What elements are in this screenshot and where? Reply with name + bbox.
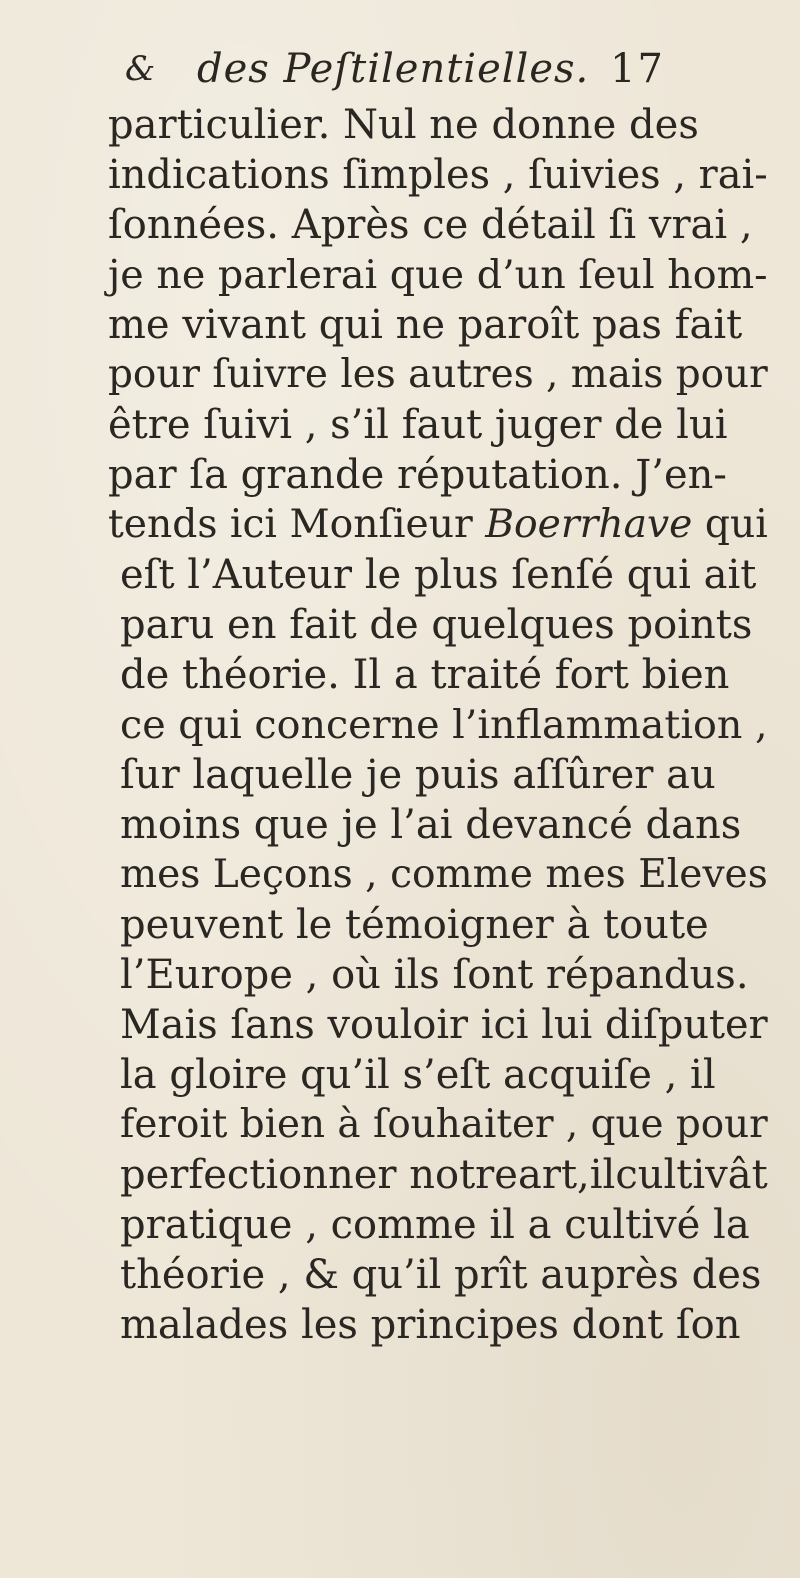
text-line: paru en fait de quelques points <box>120 602 753 648</box>
text-line: indications ſimples , ſuivies , rai- <box>108 152 768 198</box>
text-segment: qui <box>692 502 768 547</box>
text-line: ce qui concerne l’inflammation , <box>120 702 768 748</box>
running-head <box>125 44 665 94</box>
running-head-title: des Peſtilentielles. <box>197 46 590 92</box>
text-line: je ne parlerai que d’un ſeul hom- <box>108 252 768 298</box>
text-line: l’Europe , où ils ſont répandus. <box>120 952 749 998</box>
text-line: peuvent le témoigner à toute <box>120 902 709 948</box>
text-line: me vivant qui ne paroît pas fait <box>108 302 743 348</box>
text-line: particulier. Nul ne donne des <box>108 102 699 148</box>
text-line-with-name <box>108 500 768 550</box>
text-line: mes Leçons , comme mes Eleves <box>120 852 768 897</box>
text-line: Mais ſans vouloir ici lui diſputer <box>120 1002 768 1048</box>
text-line: pour ſuivre les autres , mais pour <box>108 352 768 397</box>
text-line: perfectionner notreart,ilcultivât <box>120 1152 768 1198</box>
text-line: théorie , & qu’il prît auprès des <box>120 1252 762 1298</box>
text-line: par ſa grande réputation. J’en- <box>108 452 727 498</box>
text-line: ſonnées. Après ce détail ſi vrai , <box>108 202 753 248</box>
text-segment: tends ici Monſieur <box>108 502 486 547</box>
author-name: Boerrhave <box>485 502 693 547</box>
text-line: feroit bien à ſouhaiter , que pour <box>120 1102 768 1147</box>
running-head-ornament: & <box>125 49 156 89</box>
text-line: malades les principes dont ſon <box>120 1302 741 1348</box>
page-number: 17 <box>610 46 665 92</box>
text-line: être ſuivi , s’il faut juger de lui <box>108 402 728 448</box>
text-line: eſt l’Auteur le plus ſenſé qui ait <box>120 552 757 598</box>
text-line: de théorie. Il a traité fort bien <box>120 652 730 698</box>
text-line: pratique , comme il a cultivé la <box>120 1202 750 1248</box>
text-line: moins que je l’ai devancé dans <box>120 802 742 848</box>
text-line: la gloire qu’il s’eſt acquiſe , il <box>120 1052 716 1098</box>
text-line: ſur laquelle je puis aſſûrer au <box>120 752 716 798</box>
